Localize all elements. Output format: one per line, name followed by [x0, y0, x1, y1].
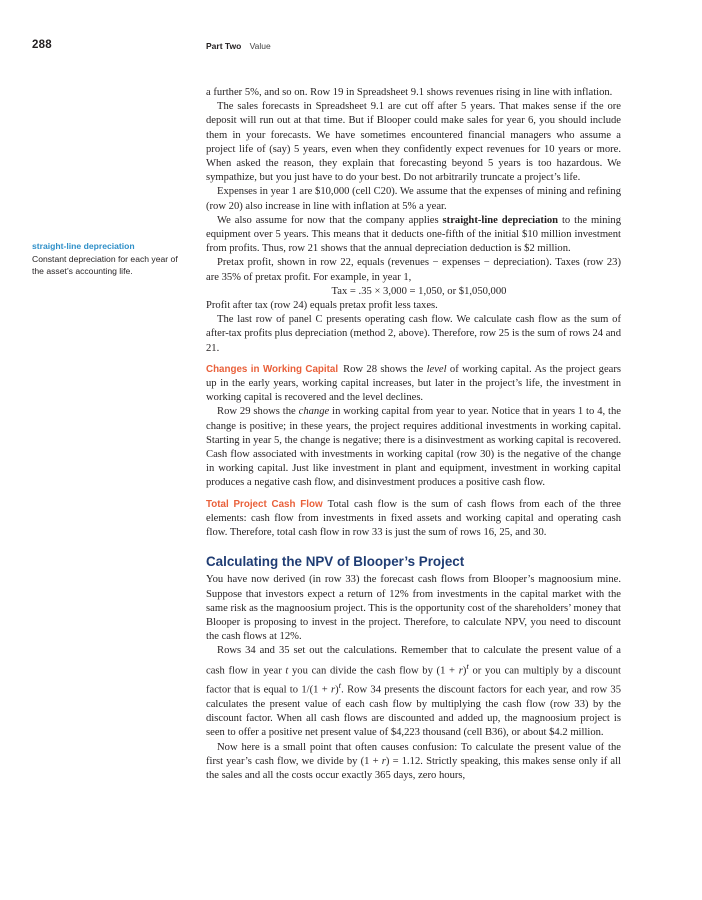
glossary-term: straight-line depreciation	[32, 241, 135, 251]
text-run: Row 29 shows the	[217, 406, 299, 418]
text-run: . Row 34 presents the discount factors for each year, and row 35 calculates the present value of each cash flow by multiplying the cash flow (row 33) by the discount factor. When all cash flows are discounted and added up, the magnoosium project is seen to offer a positive net present value of $4,223 thousand (cell B36), or about $4.2 million.	[206, 684, 621, 739]
text-run: Row 28 shows the	[343, 363, 427, 375]
paragraph	[206, 498, 621, 541]
running-head	[206, 41, 271, 51]
math-var: r	[331, 684, 336, 696]
margin-glossary	[32, 240, 182, 278]
subsection-heading-total-cash-flow: Total Project Cash Flow	[206, 498, 323, 510]
paragraph: Profit after tax (row 24) equals pretax profit less taxes.	[206, 300, 438, 312]
math-var: r	[381, 755, 386, 767]
section-heading: Calculating the NPV of Blooper’s Project	[206, 554, 465, 570]
page-number: 288	[32, 39, 52, 51]
italic-term: change	[298, 406, 330, 418]
paragraph: The sales forecasts in Spreadsheet 9.1 are cut off after 5 years. That makes sense if the ore deposit will run out at that time. But if Blooper could make sales for year 6, you should include them in your forecasts. We have sometimes encountered financial managers who assume a project life of (say) 5 years, even when they confidently expect revenues for 10 years or more. When asked the reason, they explain that forecasting beyond 5 years is too hazardous. We sympathize, but you just have to do your best. Do not arbitrarily truncate a project’s life.	[206, 101, 621, 184]
body-text	[206, 86, 621, 783]
glossary-definition: Constant depreciation for each year of the asset’s accounting life.	[32, 253, 178, 276]
subsection-heading-working-capital: Changes in Working Capital	[206, 363, 339, 375]
text-run: We also assume for now that the company applies	[217, 214, 443, 226]
paragraph	[206, 363, 621, 406]
text-run: or you can multiply by a discount factor that is equal to 1/(1 +	[206, 665, 621, 696]
text-run: Total cash flow is the sum of cash flows from each of the three elements: cash flow from investments in fixed assets and working capital and operating cash flow. Therefore, total cash flow in row 33 is just the sum of rows 16, 25, and 30.	[206, 498, 621, 539]
text-run: you can divide the cash flow by (1 +	[288, 665, 459, 677]
paragraph: Expenses in year 1 are $10,000 (cell C20). We assume that the expenses of mining and refining (row 20) also increase in line with inflation at 5% a year.	[206, 186, 621, 212]
italic-term: level	[426, 363, 447, 375]
text-run: to the mining equipment over 5 years. This means that it deducts one-fifth of the initial $10 million investment from profits. Thus, row 21 shows that the annual depreciation deduction is $2 million.	[206, 214, 622, 255]
paragraph: Pretax profit, shown in row 22, equals (revenues − expenses − depreciation). Taxes (row 23) are 35% of pretax profit. For example, in year 1,	[206, 257, 621, 283]
paragraph	[206, 214, 621, 257]
text-run: Now here is a small point that often causes confusion: To calculate the present value of the first year’s cash flow, we divide by (1 +	[206, 741, 621, 767]
tax-equation: Tax = .35 × 3,000 = 1,050, or $1,050,000	[331, 285, 507, 297]
paragraph	[206, 644, 621, 740]
paragraph	[206, 741, 621, 784]
math-var: t	[285, 665, 289, 677]
text-run: ) = 1.12. Strictly speaking, this makes sense only if all the sales and all the costs occur exactly 365 days, zero hours,	[206, 755, 622, 781]
part-label: Part Two	[206, 41, 242, 51]
text-run: )	[335, 684, 339, 696]
math-var: r	[458, 665, 463, 677]
text-run: of working capital. As the project gears up in the early years, working capital increases, but later in the project’s life, the investment in working capital is recovered and the level declines.	[206, 363, 622, 404]
paragraph: a further 5%, and so on. Row 19 in Spreadsheet 9.1 shows revenues rising in line with inflation.	[206, 87, 613, 98]
paragraph	[206, 405, 621, 490]
math-exponent: t	[466, 660, 469, 671]
text-run: Rows 34 and 35 set out the calculations. Remember that to calculate the present value of a cash flow in year	[206, 645, 621, 677]
paragraph: The last row of panel C presents operating cash flow. We calculate cash flow as the sum of after-tax profits plus depreciation (method 2, above). Therefore, row 25 is the sum of rows 24 and 21.	[206, 314, 621, 354]
text-run: )	[462, 665, 467, 677]
part-title: Value	[249, 41, 271, 51]
page-header	[0, 39, 702, 55]
key-term: straight-line depreciation	[442, 214, 559, 226]
paragraph: You have now derived (in row 33) the forecast cash flows from Blooper’s magnoosium mine. Suppose that investors expect a return of 12% from investments in the capital market with the same risk as the magnoosium project. This is the opportunity cost of the shareholders’ money that Blooper is proposing to invest in the project. Therefore, to calculate NPV, you need to discount the cash flows at 12%.	[206, 574, 621, 643]
math-exponent: t	[338, 680, 342, 691]
text-run: in working capital from year to year. Notice that in years 1 to 4, the change is positive; in these years, the project requires additional investments in working capital. Starting in year 5, the change is negative; there is a disinvestment as working capital is recovered. Cash flow associated with investments in working capital (row 30) is the negative of the change in working capital. Just like investment in plant and equipment, investment in working capital produces a negative cash flow, and disinvestment produces a positive cash flow.	[206, 406, 621, 489]
